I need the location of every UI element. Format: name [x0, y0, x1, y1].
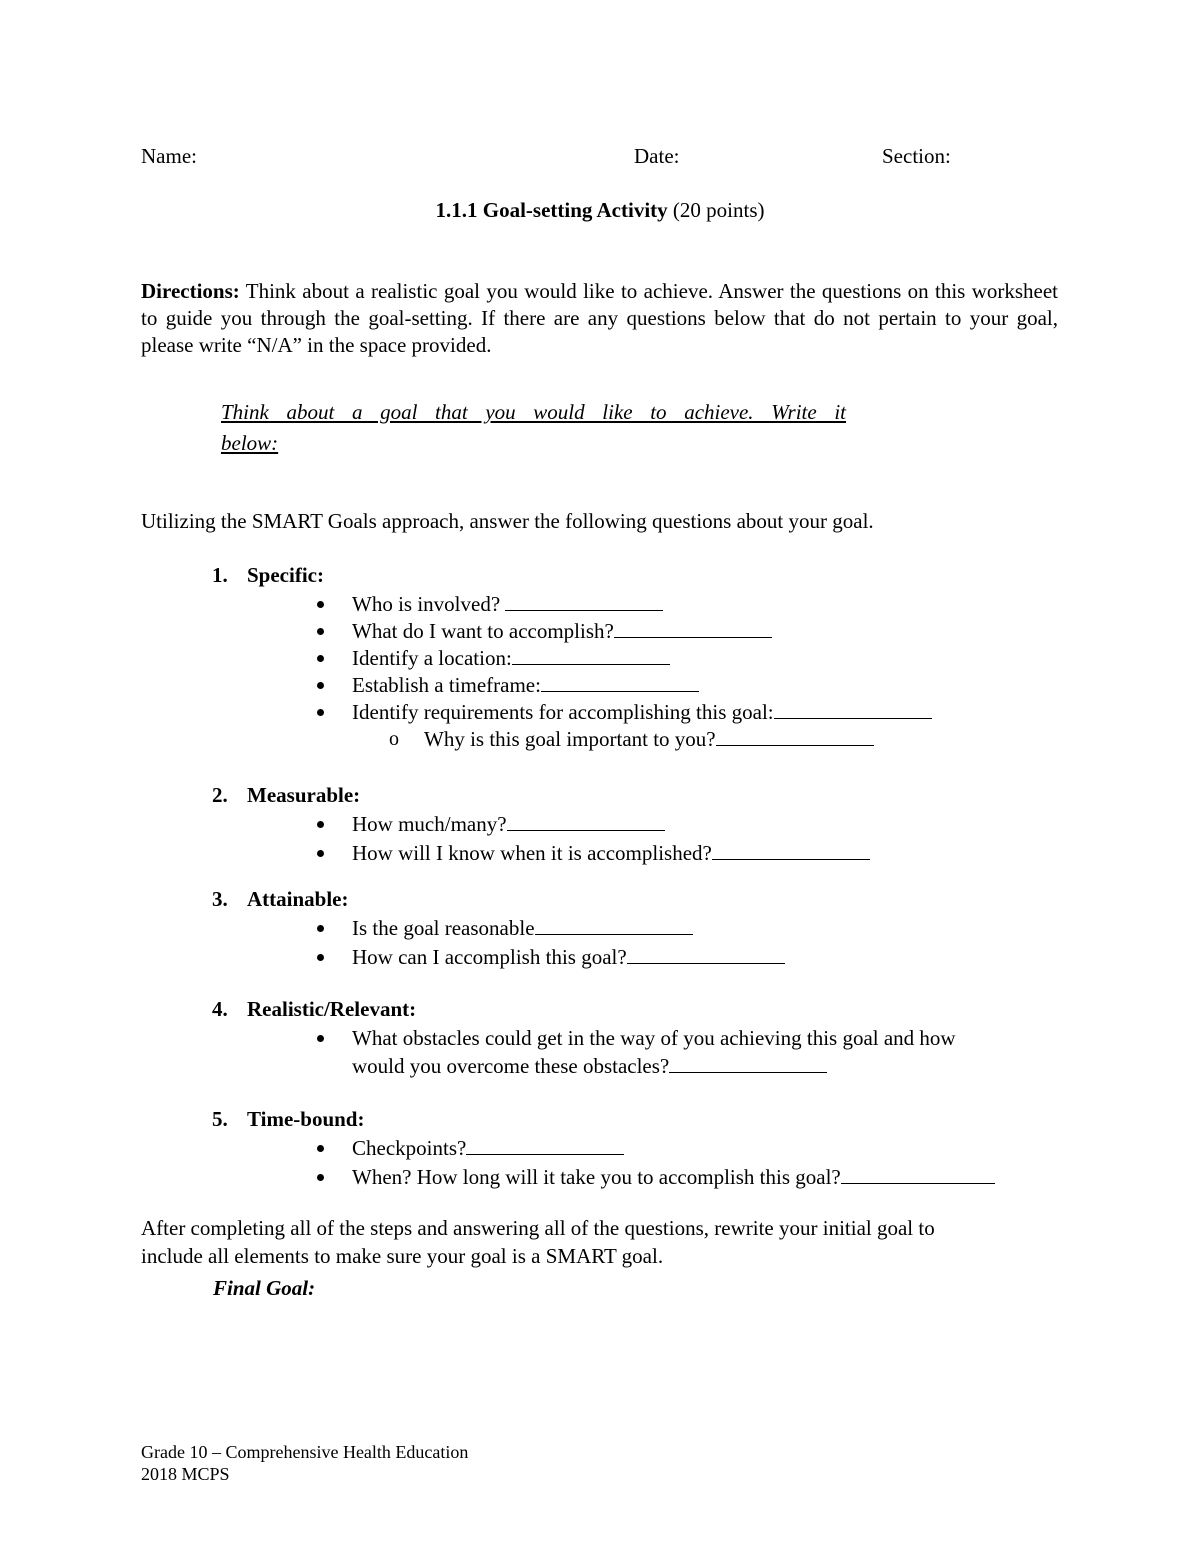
- section-heading-timebound: Time-bound:: [247, 1107, 365, 1131]
- closing-line2: include all elements to make sure your goal is a SMART goal.: [141, 1244, 664, 1268]
- answer-blank[interactable]: [716, 727, 874, 746]
- name-label: Name:: [141, 144, 197, 168]
- answer-blank[interactable]: [541, 673, 699, 692]
- section-label: Section:: [882, 144, 951, 168]
- answer-blank[interactable]: [512, 646, 670, 665]
- bullet-icon: [317, 655, 324, 662]
- section-heading-realistic: Realistic/Relevant:: [247, 997, 417, 1021]
- smart-intro: Utilizing the SMART Goals approach, answer the following questions about your goal.: [141, 509, 874, 533]
- bullet-icon: [317, 1174, 324, 1181]
- section-heading-measurable: Measurable:: [247, 783, 361, 807]
- sub-list-item: Why is this goal important to you?: [424, 726, 874, 753]
- page-title: [0, 197, 1200, 224]
- goal-prompt-line1: Think about a goal that you would like to achieve. Write it: [221, 400, 846, 424]
- date-label: Date:: [634, 144, 680, 168]
- list-item: Who is involved?: [352, 591, 663, 618]
- bullet-icon: [317, 601, 324, 608]
- bullet-icon: [317, 954, 324, 961]
- bullet-icon: [317, 850, 324, 857]
- list-item: What do I want to accomplish?: [352, 618, 772, 645]
- list-item: What obstacles could get in the way of you achieving this goal and how: [352, 1026, 956, 1050]
- directions-paragraph: [141, 278, 1058, 359]
- final-goal-label: Final Goal:: [213, 1276, 316, 1300]
- bullet-icon: [317, 709, 324, 716]
- list-item: Identify requirements for accomplishing this goal:: [352, 699, 932, 726]
- list-item: How will I know when it is accomplished?: [352, 840, 870, 867]
- footer-line1: Grade 10 – Comprehensive Health Education: [141, 1442, 469, 1462]
- section-number-timebound: 5.: [212, 1107, 228, 1131]
- section-number-specific: 1.: [212, 563, 228, 587]
- section-number-realistic: 4.: [212, 997, 228, 1021]
- section-number-attainable: 3.: [212, 887, 228, 911]
- answer-blank[interactable]: [466, 1136, 624, 1155]
- closing-line1: After completing all of the steps and answering all of the questions, rewrite your initial goal to: [141, 1216, 935, 1240]
- directions-text: Think about a realistic goal you would like to achieve. Answer the questions on this worksheet to guide you through the goal-setting. If there are any questions below that do not pertain to your goal, please write “N/A” in the space provided.: [141, 279, 1059, 357]
- answer-blank[interactable]: [669, 1054, 827, 1073]
- directions-label: Directions:: [141, 279, 240, 303]
- bullet-icon: [317, 628, 324, 635]
- bullet-icon: [317, 1035, 324, 1042]
- list-item: Identify a location:: [352, 645, 670, 672]
- list-item: How can I accomplish this goal?: [352, 944, 785, 971]
- section-number-measurable: 2.: [212, 783, 228, 807]
- list-item: Checkpoints?: [352, 1135, 624, 1162]
- answer-blank[interactable]: [535, 916, 693, 935]
- section-heading-attainable: Attainable:: [247, 887, 349, 911]
- bullet-icon: [317, 925, 324, 932]
- answer-blank[interactable]: [841, 1165, 995, 1184]
- title-text: 1.1.1 Goal-setting Activity: [435, 198, 668, 222]
- answer-blank[interactable]: [774, 700, 932, 719]
- answer-blank[interactable]: [614, 619, 772, 638]
- answer-blank[interactable]: [627, 945, 785, 964]
- list-item: Is the goal reasonable: [352, 915, 693, 942]
- answer-blank[interactable]: [712, 841, 870, 860]
- bullet-icon: [317, 1145, 324, 1152]
- hollow-bullet-icon: o: [389, 728, 399, 750]
- answer-blank[interactable]: [507, 812, 665, 831]
- list-item: How much/many?: [352, 811, 665, 838]
- list-item-continuation: would you overcome these obstacles?: [352, 1053, 827, 1080]
- section-heading-specific: Specific:: [247, 563, 324, 587]
- answer-blank[interactable]: [505, 592, 663, 611]
- bullet-icon: [317, 682, 324, 689]
- goal-prompt-line2: below:: [221, 431, 279, 455]
- footer-line2: 2018 MCPS: [141, 1464, 230, 1484]
- list-item: Establish a timeframe:: [352, 672, 699, 699]
- list-item: When? How long will it take you to accomplish this goal?: [352, 1164, 995, 1191]
- bullet-icon: [317, 821, 324, 828]
- title-points: (20 points): [672, 198, 765, 222]
